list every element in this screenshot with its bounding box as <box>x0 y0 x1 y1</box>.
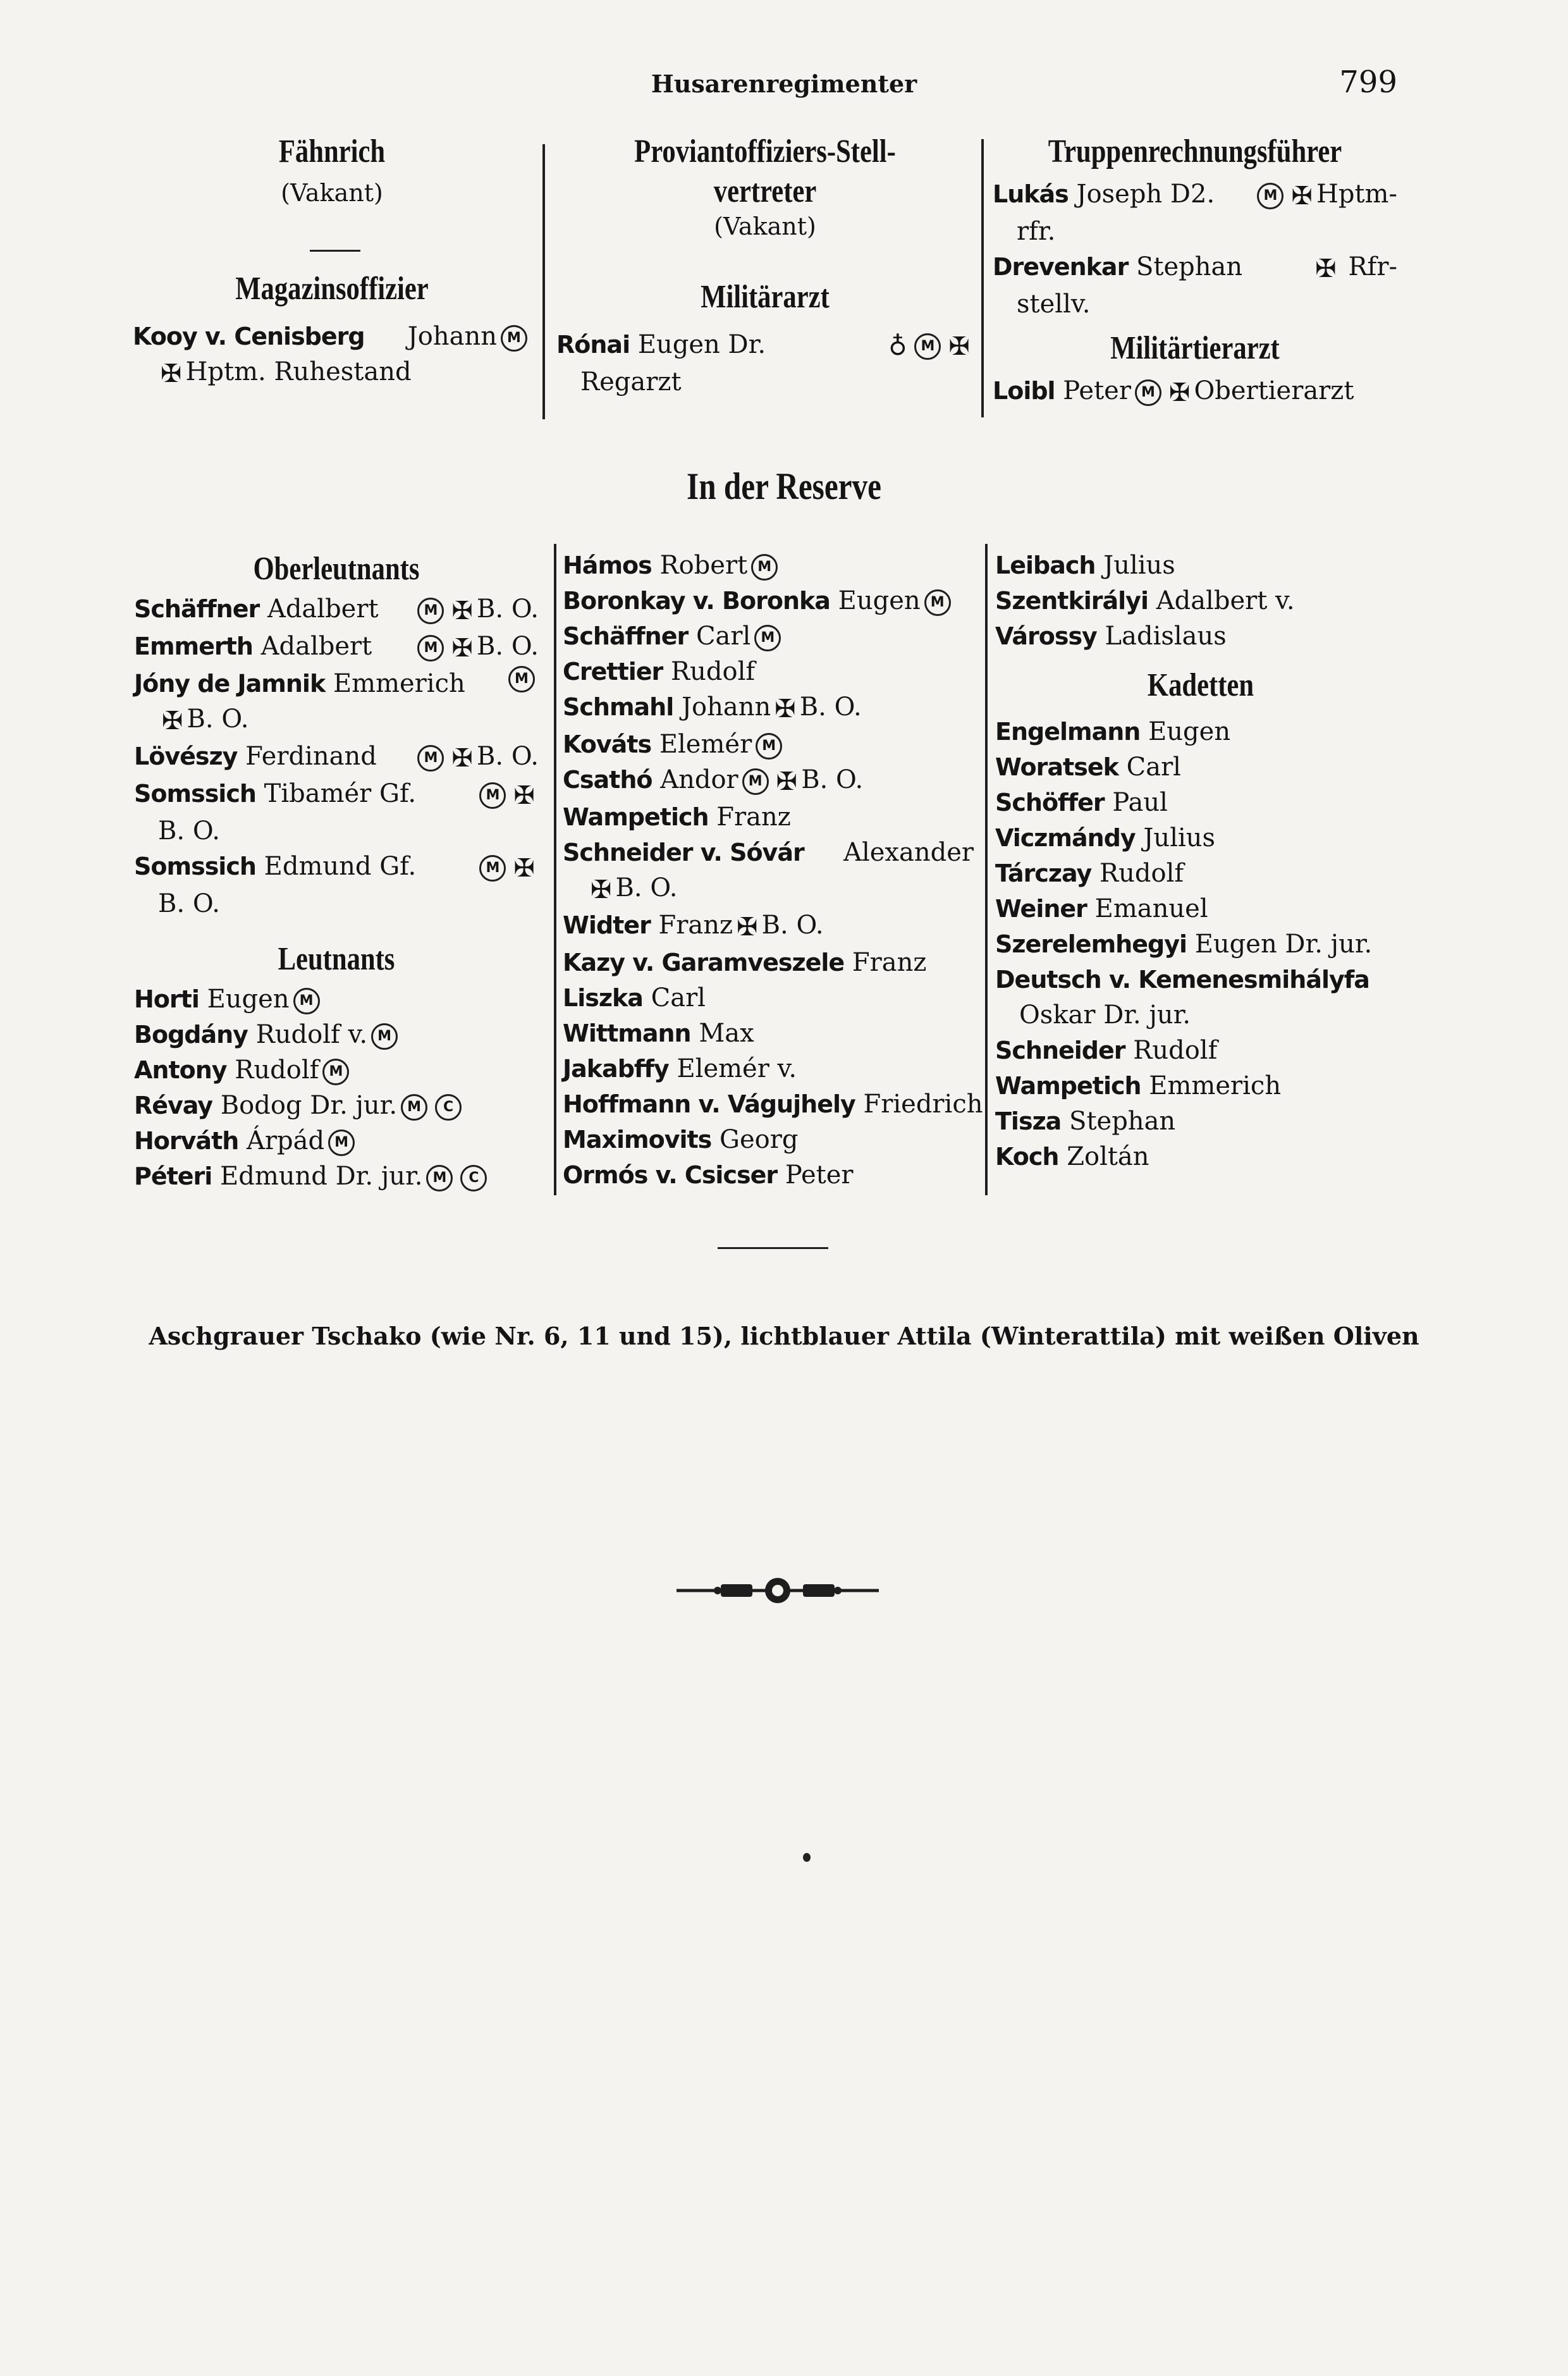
entry-given-name: Peter <box>785 1160 854 1190</box>
m-medal-icon: M <box>293 988 320 1014</box>
entry-given-name: Rudolf <box>1133 1036 1218 1065</box>
entry-given-name: Emanuel <box>1094 894 1208 923</box>
entry-given-name: Friedrich <box>863 1090 983 1119</box>
entry-surname: Lukás <box>993 180 1069 208</box>
entry <box>563 727 974 762</box>
entry-given-name: Bodog Dr. jur. <box>220 1091 398 1120</box>
entry-surname: Deutsch v. Kemenesmihályfa <box>995 966 1369 994</box>
entry-given-name: Julius <box>1143 823 1216 853</box>
entry-surname: Ormós v. Csicser <box>563 1161 778 1189</box>
heading-kadetten: Kadetten <box>1147 667 1254 703</box>
entry-surname: Woratsek <box>995 753 1118 781</box>
entry <box>134 666 539 701</box>
cross-icon: ✠ <box>776 767 798 796</box>
entry-surname: Boronkay v. Boronka <box>563 587 830 615</box>
m-medal-icon: M <box>417 635 444 662</box>
entry-given-name: Stephan <box>1136 252 1243 281</box>
m-medal-icon: M <box>426 1165 453 1191</box>
entry-surname: Hoffmann v. Vágujhely <box>563 1090 855 1118</box>
entry <box>134 1052 539 1088</box>
entry-given-name: Julius <box>1103 551 1175 580</box>
entry-surname: Várossy <box>995 622 1097 650</box>
cross-icon: ✠ <box>451 596 473 625</box>
m-medal-icon: M <box>328 1130 355 1156</box>
entry <box>563 908 974 945</box>
entry-surname: Schmahl <box>563 693 674 721</box>
heading-militaertierarzt: Militärtierarzt <box>1110 330 1280 366</box>
entry-surname: Horti <box>134 985 199 1013</box>
m-medal-icon: M <box>417 598 444 624</box>
entry-ronai <box>556 327 974 364</box>
entry-lukas <box>993 176 1397 214</box>
entry-surname: Horváth <box>134 1127 239 1155</box>
entry-cont: Oskar Dr. jur. <box>1019 1000 1191 1030</box>
reserve-column-1 <box>134 550 539 1194</box>
entry <box>995 749 1406 785</box>
top-column-3 <box>993 133 1397 410</box>
entry <box>134 1159 539 1194</box>
entry <box>995 548 1406 583</box>
entry-given-name: Ferdinand <box>245 742 377 771</box>
top-column-2 <box>556 133 974 400</box>
entry <box>563 945 974 980</box>
entry <box>563 689 974 727</box>
heading-leutnants: Leutnants <box>278 941 395 977</box>
entry-surname: Somssich <box>134 780 256 808</box>
entry-given-name: Johann <box>407 322 497 351</box>
entry <box>563 1016 974 1051</box>
entry-given-name: Carl <box>1126 753 1181 782</box>
m-medal-icon: M <box>914 333 941 360</box>
entry-surname: Antony <box>134 1056 227 1084</box>
entry-given-name: Rudolf <box>671 657 756 686</box>
entry <box>563 619 974 654</box>
entry <box>563 1122 974 1157</box>
entry-surname: Tárczay <box>995 859 1092 887</box>
entry-surname: Kováts <box>563 730 652 758</box>
entry <box>563 1086 983 1122</box>
entry-given-name: Max <box>699 1019 754 1048</box>
entry-tail: B. O. <box>615 873 678 902</box>
vacant-note: (Vakant) <box>714 212 816 240</box>
m-medal-icon: M <box>1135 379 1161 406</box>
cross-icon: ✠ <box>513 854 535 883</box>
entry-surname: Schneider <box>995 1037 1125 1064</box>
entry-tail: B. O. <box>761 911 824 940</box>
cross-icon: ✠ <box>775 694 796 723</box>
entry-surname: Hámos <box>563 551 652 579</box>
entry <box>563 762 974 799</box>
m-medal-icon: M <box>924 589 951 616</box>
entry-surname: Wampetich <box>995 1072 1141 1100</box>
entry-tail: B. O. <box>477 632 539 661</box>
entry-surname: Bogdány <box>134 1021 248 1049</box>
entry-tail: B. O. <box>477 742 539 771</box>
m-medal-icon: M <box>1257 183 1283 209</box>
entry <box>995 619 1406 654</box>
entry-surname: Schneider v. Sóvár <box>563 839 804 866</box>
m-medal-icon: M <box>417 745 444 772</box>
m-medal-icon: M <box>401 1094 427 1121</box>
entry-tail: B. O. <box>477 594 539 624</box>
entry <box>134 1123 539 1159</box>
entry <box>134 982 539 1017</box>
entry-given-name: Elemér v. <box>677 1054 797 1083</box>
entry <box>134 1017 539 1052</box>
entry <box>134 1088 539 1123</box>
entry <box>134 776 539 813</box>
m-medal-icon: M <box>479 782 506 809</box>
entry-given-name: Franz <box>658 911 733 940</box>
reserve-column-3 <box>995 548 1406 1174</box>
entry <box>563 980 974 1016</box>
page-number: 799 <box>1339 65 1397 100</box>
entry-given-name: Franz <box>852 948 927 977</box>
heading-proviantoffiziers: Proviantoffiziers-Stell- <box>634 133 896 169</box>
ornament-flourish-icon <box>670 1572 885 1610</box>
entry-given-name: Johann <box>681 692 771 722</box>
cross-icon: ✠ <box>948 332 970 361</box>
entry-given-name: Eugen <box>207 985 290 1014</box>
entry <box>995 1139 1406 1174</box>
entry-surname: Rónai <box>556 331 630 359</box>
entry-surname: Koch <box>995 1143 1059 1171</box>
heading-magazinsoffizier: Magazinsoffizier <box>235 271 429 307</box>
vacant-note: (Vakant) <box>281 179 383 207</box>
running-header: Husarenregimenter <box>651 70 917 98</box>
entry-given-name: Andor <box>660 765 738 794</box>
entry-given-name: Emmerich <box>1149 1071 1282 1100</box>
cross-icon: ✠ <box>1291 182 1313 211</box>
reserve-title: In der Reserve <box>687 465 881 507</box>
entry-given-name: Adalbert <box>267 594 379 624</box>
entry-rank: Obertierarzt <box>1194 376 1354 405</box>
cross-icon: ✠ <box>591 875 612 904</box>
entry-given-name: Tibamér Gf. <box>264 779 417 808</box>
entry <box>995 926 1406 962</box>
entry <box>995 820 1406 856</box>
entry-surname: Widter <box>563 911 651 939</box>
column-rule <box>554 544 556 1195</box>
column-rule <box>985 544 988 1195</box>
entry-surname: Csathó <box>563 766 652 794</box>
cross-icon: ✠ <box>161 359 182 388</box>
cross-icon: ✠ <box>451 634 473 663</box>
entry <box>995 714 1406 749</box>
entry-surname: Crettier <box>563 658 663 686</box>
entry-surname: Jakabffy <box>563 1055 669 1083</box>
m-medal-icon: M <box>508 666 535 692</box>
entry-surname: Somssich <box>134 853 256 880</box>
entry <box>134 591 539 629</box>
cross-icon: ✠ <box>451 744 473 773</box>
entry <box>563 799 974 835</box>
entry-given-name: Zoltán <box>1067 1142 1149 1171</box>
entry-cont <box>563 870 974 908</box>
entry-tail: B. O. <box>187 705 249 734</box>
m-medal-icon: M <box>742 768 769 795</box>
entry <box>563 1157 974 1193</box>
entry-given-name: Edmund Gf. <box>264 852 417 881</box>
entry-given-name: Emmerich <box>333 669 465 698</box>
entry-given-name: Georg <box>720 1125 799 1154</box>
entry-given-name: Alexander <box>843 838 974 867</box>
entry-given-name: Robert <box>659 551 748 580</box>
entry-rank: Hptm- <box>1316 180 1397 209</box>
m-medal-icon: M <box>756 733 782 760</box>
entry-given-name: Edmund Dr. jur. <box>220 1162 423 1191</box>
entry-surname: Liszka <box>563 984 643 1012</box>
entry-surname: Emmerth <box>134 632 253 660</box>
entry-kooy <box>133 319 531 354</box>
entry-given-name: Franz <box>716 803 791 832</box>
entry-cont: B. O. <box>158 889 220 918</box>
entry <box>995 891 1406 926</box>
entry-given-name: Adalbert v. <box>1156 586 1295 615</box>
cross-icon: ✠ <box>513 781 535 810</box>
entry-given-name: Elemér <box>659 730 752 759</box>
entry <box>995 1033 1406 1068</box>
entry <box>134 629 539 666</box>
entry-surname: Drevenkar <box>993 253 1129 281</box>
ink-dot <box>803 1853 811 1862</box>
entry-given-name: Ladislaus <box>1105 622 1227 651</box>
entry-rank: Regarzt <box>580 367 682 397</box>
entry <box>995 962 1406 997</box>
entry-given-name: Rudolf <box>235 1056 319 1085</box>
entry-tail: B. O. <box>801 765 864 794</box>
entry-loibl <box>993 373 1397 410</box>
entry-given-name: Rudolf v. <box>255 1020 368 1049</box>
entry-surname: Engelmann <box>995 718 1141 746</box>
entry-given-name: Eugen Dr. jur. <box>1194 930 1373 959</box>
entry <box>134 849 539 886</box>
entry-tail: B. O. <box>799 692 862 722</box>
reserve-column-2 <box>563 548 983 1193</box>
entry <box>995 583 1406 619</box>
entry-surname: Schäffner <box>134 595 260 623</box>
heading-oberleutnants: Oberleutnants <box>253 551 420 587</box>
heading-vertreter: vertreter <box>713 173 817 209</box>
cross-icon: ✠ <box>737 913 758 942</box>
entry-rank: Hptm. Ruhestand <box>185 357 412 386</box>
entry-surname: Loibl <box>993 377 1055 405</box>
entry-surname: Viczmándy <box>995 824 1136 852</box>
entry-kooy-cont <box>133 354 531 391</box>
entry-surname: Leibach <box>995 551 1096 579</box>
entry-given-name: Joseph D2. <box>1076 180 1215 209</box>
m-medal-icon: M <box>479 855 506 882</box>
heading-faehnrich: Fähnrich <box>278 133 386 169</box>
entry-surname: Révay <box>134 1092 213 1119</box>
entry-surname: Péteri <box>134 1162 212 1190</box>
entry <box>995 1104 1406 1139</box>
uniform-note: Aschgrauer Tschako (wie Nr. 6, 11 und 15), lichtblauer Attila (Winterattila) mit weißen Oliven <box>149 1322 1419 1350</box>
cross-icon: ✠ <box>162 706 183 736</box>
column-rule <box>981 139 984 417</box>
top-column-1 <box>133 133 531 391</box>
entry-surname: Wittmann <box>563 1019 691 1047</box>
entry <box>134 739 539 776</box>
m-medal-icon: M <box>501 325 527 352</box>
m-medal-icon: M <box>751 554 778 581</box>
entry-given-name: Carl <box>651 983 706 1013</box>
entry <box>995 1068 1406 1104</box>
entry-surname: Schöffer <box>995 789 1105 816</box>
cross-icon: ✠ <box>1315 254 1337 283</box>
entry-given-name: Eugen Dr. <box>637 330 766 359</box>
entry-given-name: Carl <box>695 622 751 651</box>
m-medal-icon: M <box>371 1023 398 1050</box>
entry <box>563 583 974 619</box>
entry-given-name: Stephan <box>1069 1107 1176 1136</box>
entry-given-name: Árpád <box>247 1126 325 1155</box>
entry-surname: Schäffner <box>563 622 689 650</box>
entry-surname: Szerelemhegyi <box>995 930 1187 958</box>
entry-given-name: Paul <box>1112 788 1168 817</box>
entry <box>563 1051 974 1086</box>
entry-surname: Weiner <box>995 895 1087 923</box>
entry-surname: Wampetich <box>563 803 709 831</box>
entry-surname: Kazy v. Garamveszele <box>563 949 845 976</box>
entry <box>995 785 1406 820</box>
entry-cont <box>134 701 539 739</box>
reserve-title-wrap <box>0 465 1568 508</box>
m-medal-icon: M <box>322 1059 349 1085</box>
entry-drevenkar <box>993 249 1397 286</box>
entry <box>995 856 1406 891</box>
entry-given-name: Eugen <box>1148 717 1231 746</box>
entry <box>563 548 974 583</box>
heading-militaerarzt: Militärarzt <box>701 279 830 315</box>
ring-icon: ♁ <box>888 332 907 361</box>
entry-given-name: Rudolf <box>1099 859 1184 888</box>
divider <box>310 250 360 252</box>
entry-surname: Kooy v. Cenisberg <box>133 323 365 350</box>
entry <box>563 835 974 870</box>
entry-surname: Tisza <box>995 1107 1062 1135</box>
column-rule <box>542 144 545 419</box>
entry-surname: Szentkirályi <box>995 587 1148 615</box>
entry-given-name: Peter <box>1063 376 1131 405</box>
c-medal-icon: C <box>435 1094 462 1121</box>
entry-rank: Rfr- <box>1348 252 1397 281</box>
heading-truppenrechnungsfuehrer: Truppenrechnungsführer <box>1048 133 1342 169</box>
entry-surname: Jóny de Jamnik <box>134 670 326 698</box>
entry-rank-cont: stellv. <box>1017 290 1091 319</box>
entry-surname: Lövészy <box>134 742 238 770</box>
c-medal-icon: C <box>460 1165 487 1191</box>
entry-surname: Maximovits <box>563 1126 712 1154</box>
entry-cont: B. O. <box>158 816 220 846</box>
m-medal-icon: M <box>754 625 781 651</box>
entry-given-name: Adalbert <box>260 632 372 661</box>
entry <box>563 654 974 689</box>
cross-icon: ✠ <box>1168 378 1191 407</box>
entry-rank-cont: rfr. <box>1017 217 1056 246</box>
section-divider <box>718 1247 828 1249</box>
entry-given-name: Eugen <box>838 586 921 615</box>
